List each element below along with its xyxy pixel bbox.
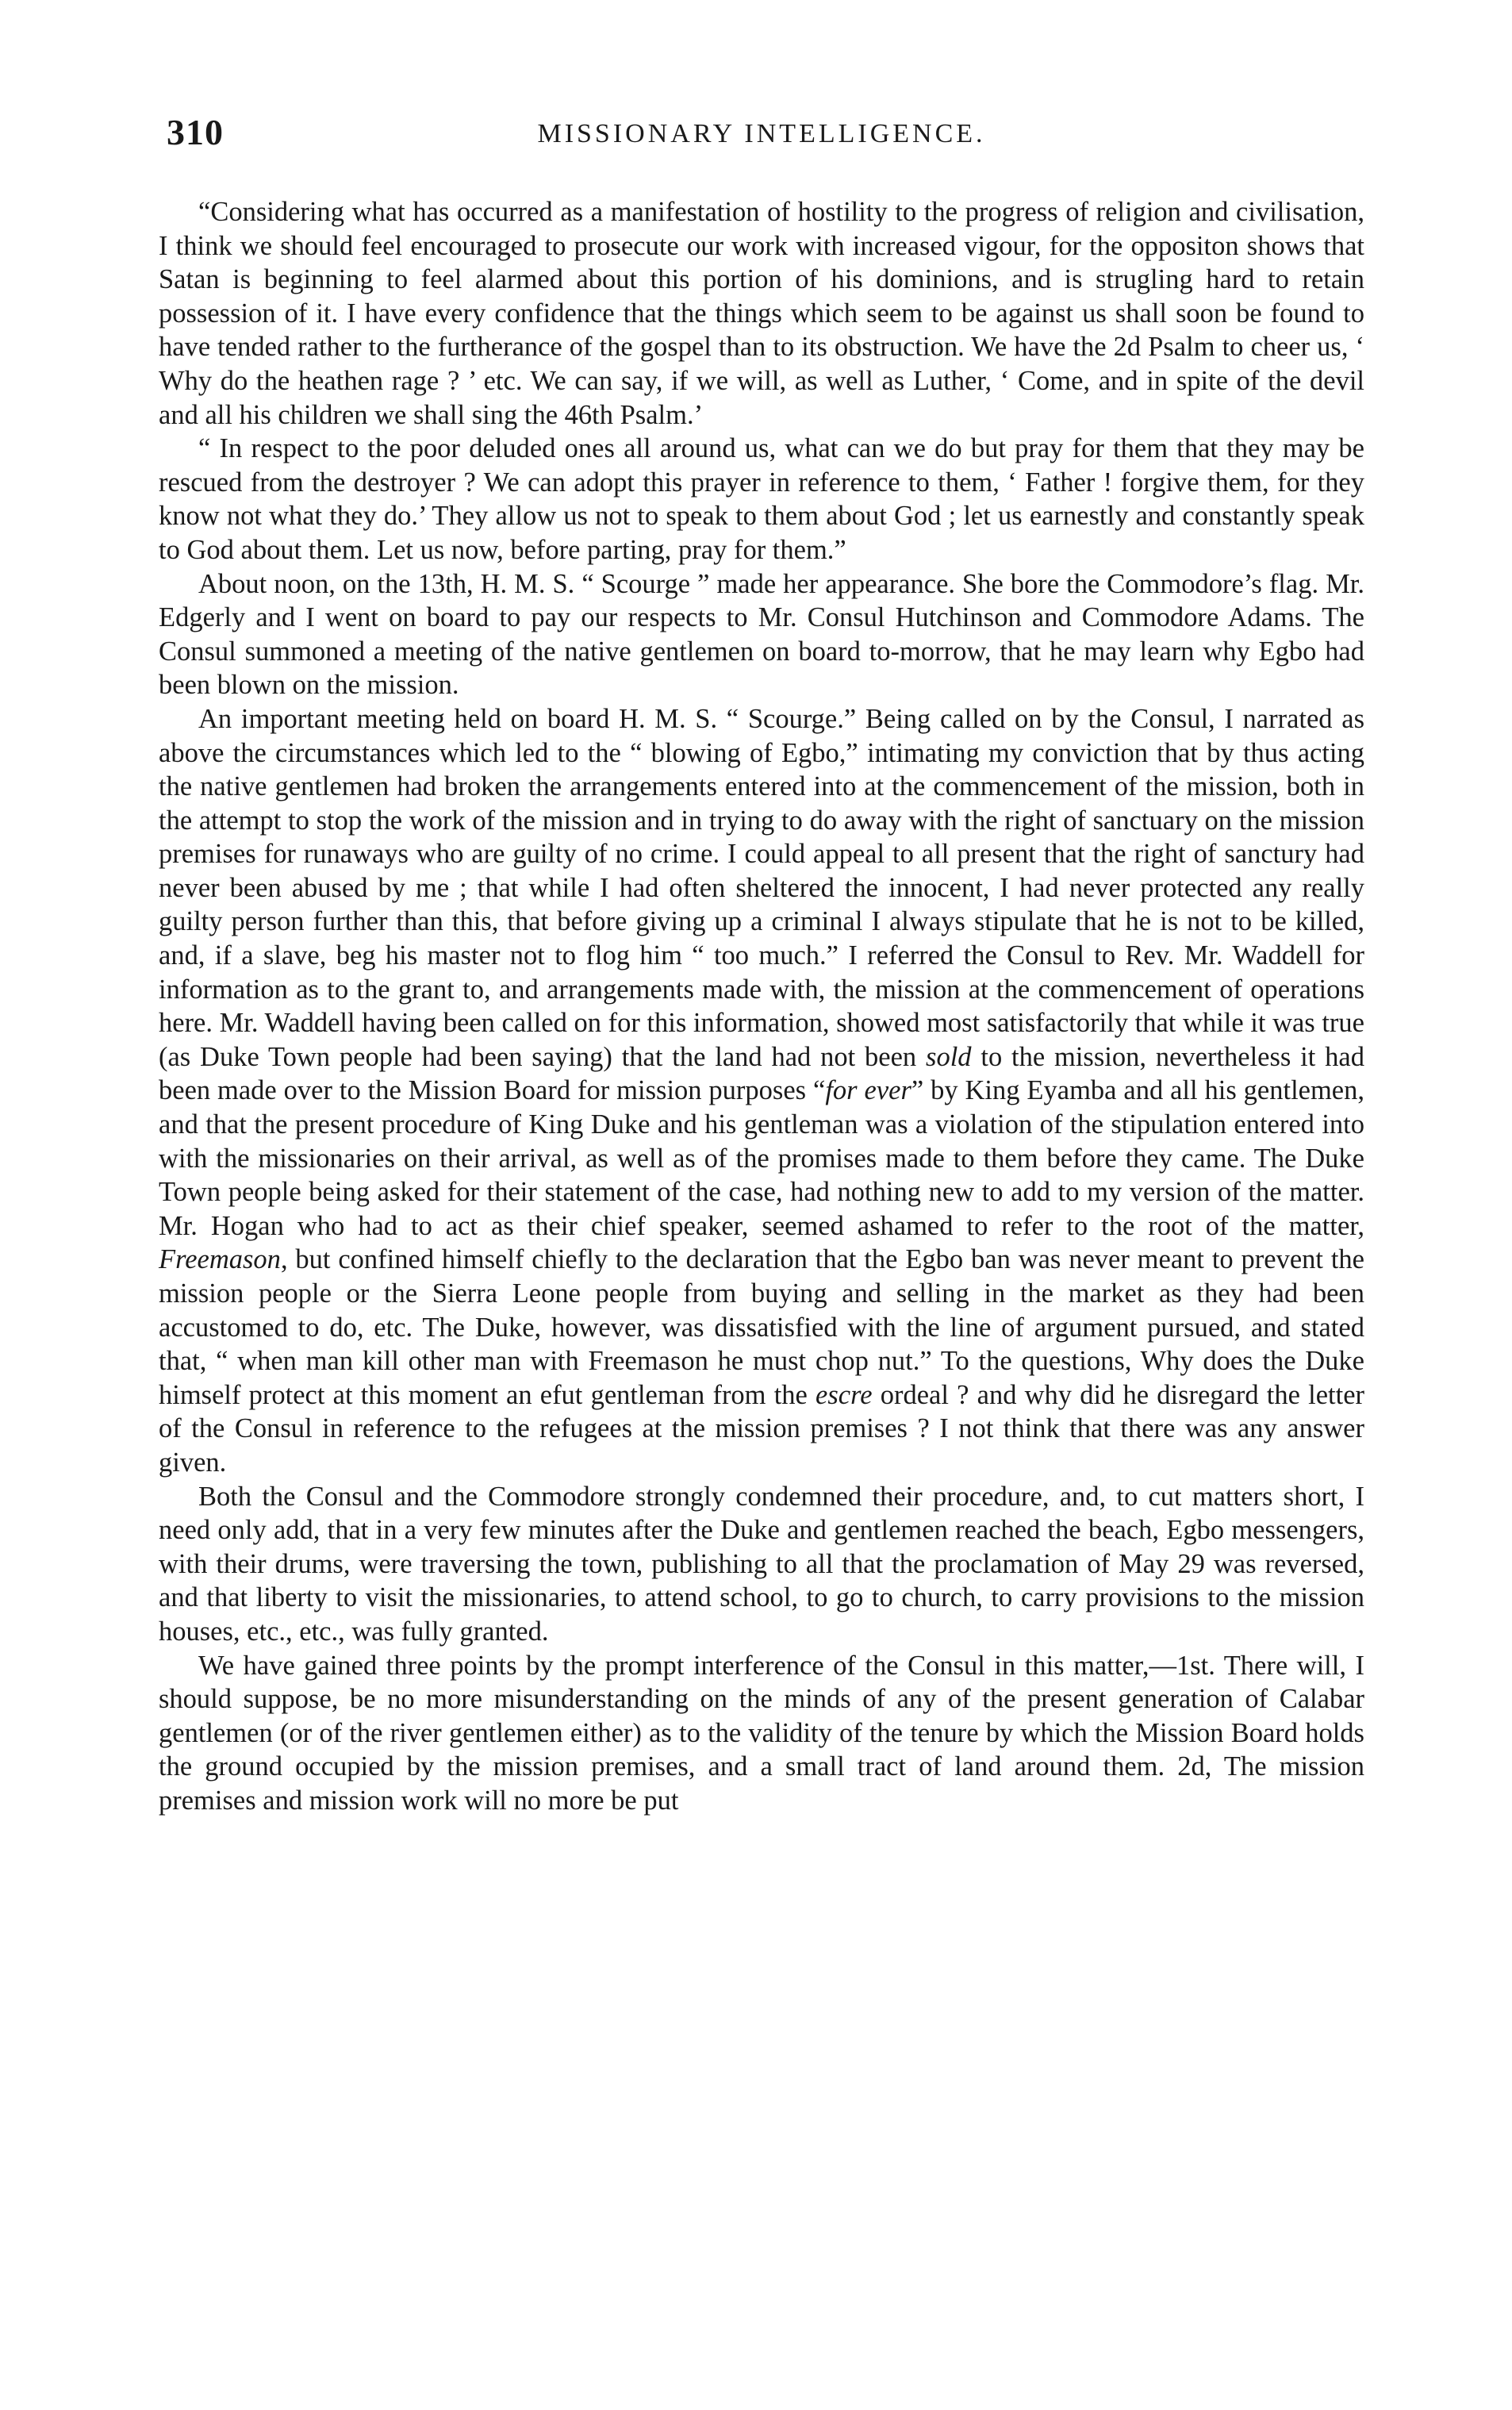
paragraph-text: “ In respect to the poor deluded ones all around us, what can we do but pray for them that they may be rescued from the destroyer ? We can adopt this prayer in reference to them, ‘ Father ! forgive them, for they know not what they do.’ They allow us not to speak to them about God ; let us earnestly and constantly speak to God about them. Let us now, before parting, pray for them.” — [159, 433, 1364, 565]
paragraph-text: We have gained three points by the prompt interference of the Consul in this matter,—1st. There will, I should suppose, be no more misunderstanding on the minds of any of the present generation of Calabar gentlemen (or of the river gentlemen either) as to the validity of the tenure by which the Mission Board holds the ground occupied by the mission premises, and a small tract of land around them. 2d, The mission premises and mission work will no more be put — [159, 1650, 1364, 1816]
paragraph-text: About noon, on the 13th, H. M. S. “ Scourge ” made her appearance. She bore the Commodore’s flag. Mr. Edgerly and I went on board to pay our respects to Mr. Consul Hutchinson and Commodore Adams. The Consul summoned a meeting of the native gentlemen on board to-morrow, that he may learn why Egbo had been blown on the mission. — [159, 568, 1364, 701]
running-head — [159, 111, 1364, 167]
italic-word-sold: sold — [926, 1041, 972, 1072]
paragraph-text: to the mission, nevertheless it had been made over to the Mission Board for mission purposes “ — [159, 1041, 1364, 1106]
running-title: MISSIONARY INTELLIGENCE. — [537, 119, 986, 148]
paragraph-text: An important meeting held on board H. M. S. “ Scourge.” Being called on by the Consul, I narrated as above the circumstances which led to the “ blowing of Egbo,” intimating my conviction that by thus acting the native gentlemen had broken the arrangements entered into at the commencement of the mission, both in the attempt to stop the work of the mission and in trying to do away with the right of sanctuary on the mission premises for runaways who are guilty of no crime. I could appeal to all present that the right of sanctury had never been abused by me ; that while I had often sheltered the innocent, I had never protected any really guilty person further than this, that before giving up a criminal I always stipulate that he is not to be killed, and, if a slave, beg his master not to flog him “ too much.” I referred the Consul to Rev. Mr. Waddell for information as to the grant to, and arrangements made with, the mission at the commencement of operations here. Mr. Waddell having been called on for this information, showed most satisfactorily that while it was true (as Duke Town people had been saying) that the land had not been — [159, 703, 1364, 1072]
paragraph-text: “Considering what has occurred as a manifestation of hostility to the progress of religion and civilisation, I think we should feel encouraged to prosecute our work with increased vigour, for the oppositon shows that Satan is beginning to feel alarmed about this portion of his dominions, and is strugling hard to retain possession of it. I have every confidence that the things which seem to be against us shall soon be found to have tended rather to the furtherance of the gospel than to its obstruction. We have the 2d Psalm to cheer us, ‘ Why do the heathen rage ? ’ etc. We can say, if we will, as well as Luther, ‘ Come, and in spite of the devil and all his children we shall sing the 46th Psalm.’ — [159, 197, 1364, 430]
page-number: 310 — [167, 112, 224, 152]
paragraph-three-points — [159, 1649, 1364, 1818]
paragraph-in-respect — [159, 432, 1364, 567]
paragraph-about-noon — [159, 567, 1364, 702]
italic-word-freemason: Freemason — [159, 1244, 281, 1275]
paragraph-important-meeting — [159, 702, 1364, 1480]
paragraph-considering — [159, 195, 1364, 432]
italic-word-escre: escre — [815, 1379, 873, 1410]
paragraph-text: ” by King Eyamba and all his gentlemen, and that the present procedure of King Duke and his gentleman was a violation of the stipulation entered into with the missionaries on their arrival, as well as of the promises made to them before they came. The Duke Town people being asked for their statement of the case, had nothing new to add to my version of the matter. Mr. Hogan who had to act as their chief speaker, seemed ashamed to refer to the root of the matter, — [159, 1075, 1364, 1241]
paragraph-text: Both the Consul and the Commodore strongly condemned their procedure, and, to cut matters short, I need only add, that in a very few minutes after the Duke and gentlemen reached the beach, Egbo messengers, with their drums, were traversing the town, publishing to all that the proclamation of May 29 was reversed, and that liberty to visit the missionaries, to attend school, to go to church, to carry provisions to the mission houses, etc., etc., was fully granted. — [159, 1481, 1364, 1647]
paragraph-both-the-consul — [159, 1480, 1364, 1649]
italic-phrase-for-ever: for ever — [825, 1075, 911, 1106]
document-page — [159, 111, 1364, 1818]
paragraph-text: , but confined himself chiefly to the declaration that the Egbo ban was never meant to prevent the mission people or the Sierra Leone people from buying and selling in the market as they had been accustomed to do, etc. The Duke, however, was dissatisfied with the line of argument pursued, and stated that, “ when man kill other man with Freemason he must chop nut.” To the questions, Why does the Duke himself protect at this moment an efut gentleman from the — [159, 1244, 1364, 1410]
paragraph-text: ordeal ? and why did he disregard the letter of the Consul in reference to the refugees at the mission premises ? I not think that there was any answer given. — [159, 1379, 1364, 1478]
